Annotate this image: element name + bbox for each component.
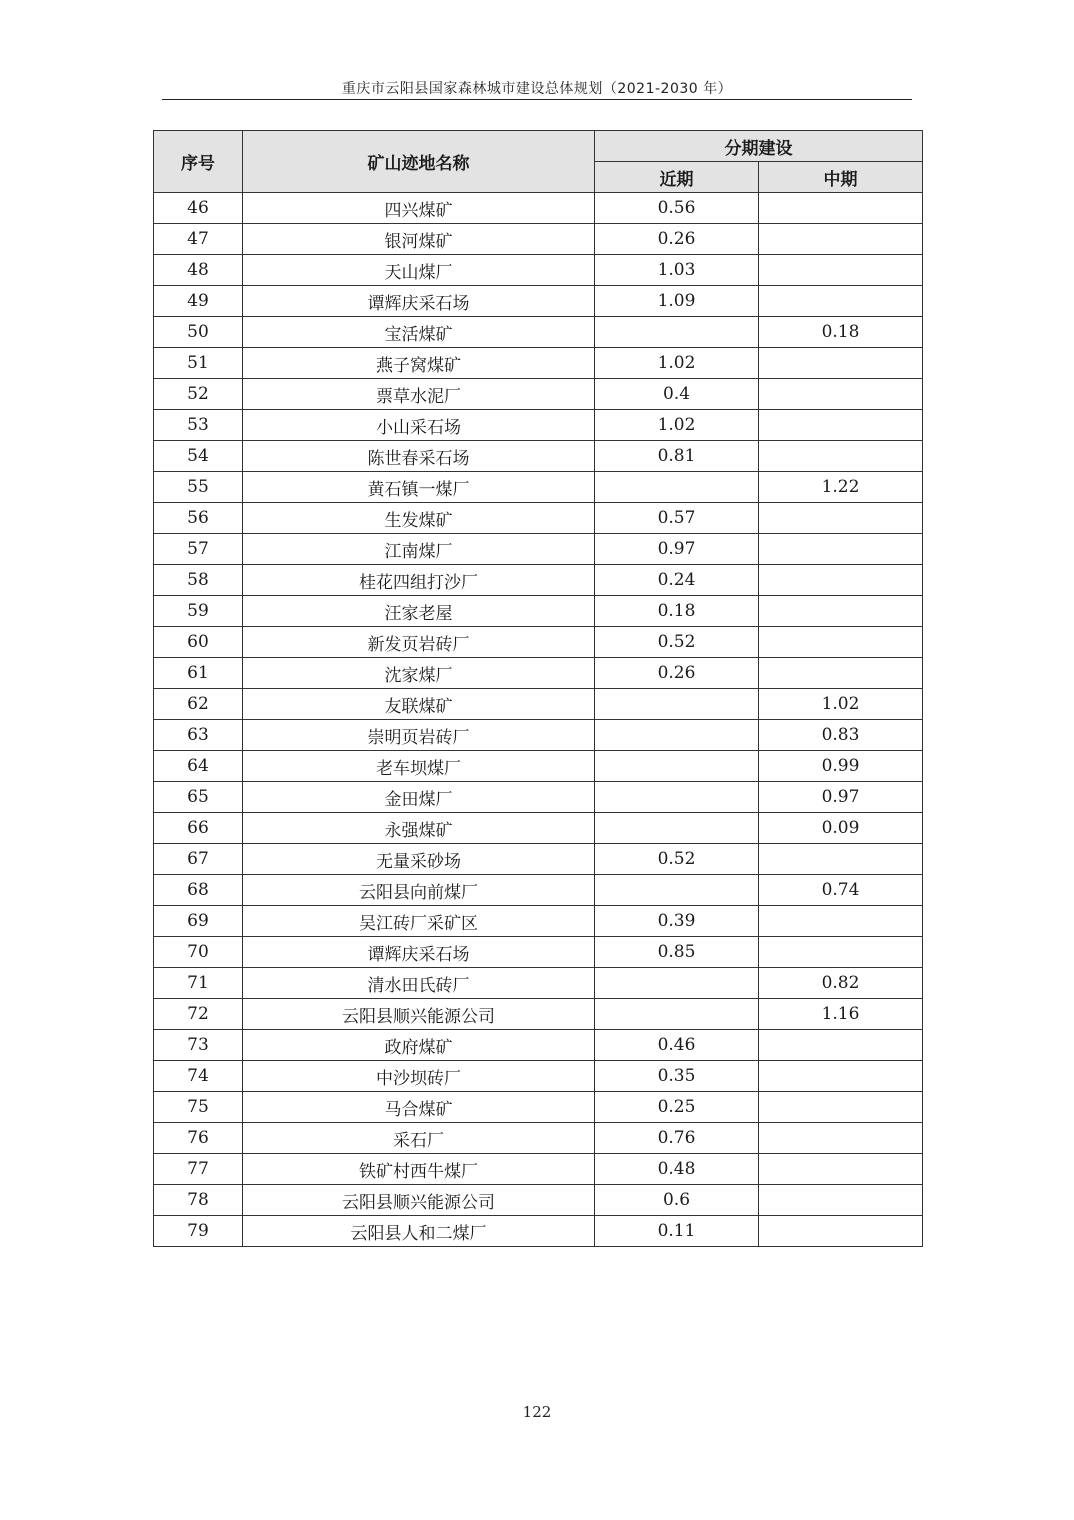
header-site-name: 矿山迹地名称 [243, 131, 595, 193]
cell-site-name: 金田煤厂 [243, 782, 595, 813]
cell-site-name: 云阳县顺兴能源公司 [243, 1185, 595, 1216]
cell-site-name: 云阳县人和二煤厂 [243, 1216, 595, 1247]
cell-site-name: 燕子窝煤矿 [243, 348, 595, 379]
cell-near-term: 0.52 [595, 627, 759, 658]
cell-serial-number: 64 [154, 751, 243, 782]
cell-mid-term [759, 658, 923, 689]
cell-serial-number: 75 [154, 1092, 243, 1123]
cell-site-name: 江南煤厂 [243, 534, 595, 565]
cell-site-name: 银河煤矿 [243, 224, 595, 255]
cell-site-name: 生发煤矿 [243, 503, 595, 534]
table-row [154, 441, 923, 472]
cell-mid-term [759, 1092, 923, 1123]
cell-serial-number: 49 [154, 286, 243, 317]
cell-serial-number: 46 [154, 193, 243, 224]
cell-near-term [595, 999, 759, 1030]
cell-near-term: 0.81 [595, 441, 759, 472]
cell-near-term: 0.39 [595, 906, 759, 937]
cell-site-name: 小山采石场 [243, 410, 595, 441]
cell-mid-term [759, 255, 923, 286]
cell-near-term: 0.26 [595, 224, 759, 255]
cell-site-name: 四兴煤矿 [243, 193, 595, 224]
cell-mid-term: 0.18 [759, 317, 923, 348]
cell-site-name: 票草水泥厂 [243, 379, 595, 410]
table-row [154, 813, 923, 844]
cell-near-term [595, 782, 759, 813]
cell-serial-number: 76 [154, 1123, 243, 1154]
cell-site-name: 汪家老屋 [243, 596, 595, 627]
cell-mid-term [759, 534, 923, 565]
table-row [154, 348, 923, 379]
cell-site-name: 永强煤矿 [243, 813, 595, 844]
cell-mid-term [759, 348, 923, 379]
cell-near-term: 1.03 [595, 255, 759, 286]
cell-mid-term: 0.82 [759, 968, 923, 999]
cell-site-name: 崇明页岩砖厂 [243, 720, 595, 751]
cell-near-term: 0.48 [595, 1154, 759, 1185]
table-row [154, 565, 923, 596]
cell-serial-number: 48 [154, 255, 243, 286]
cell-near-term: 0.52 [595, 844, 759, 875]
cell-near-term: 0.24 [595, 565, 759, 596]
cell-near-term: 0.35 [595, 1061, 759, 1092]
cell-mid-term [759, 937, 923, 968]
cell-site-name: 老车坝煤厂 [243, 751, 595, 782]
cell-near-term: 0.26 [595, 658, 759, 689]
cell-site-name: 马合煤矿 [243, 1092, 595, 1123]
cell-site-name: 谭辉庆采石场 [243, 286, 595, 317]
table-row [154, 844, 923, 875]
table-body [154, 193, 923, 1247]
cell-serial-number: 56 [154, 503, 243, 534]
cell-mid-term [759, 596, 923, 627]
table-row [154, 317, 923, 348]
cell-serial-number: 67 [154, 844, 243, 875]
cell-serial-number: 79 [154, 1216, 243, 1247]
cell-near-term [595, 875, 759, 906]
cell-near-term: 0.11 [595, 1216, 759, 1247]
cell-site-name: 桂花四组打沙厂 [243, 565, 595, 596]
cell-near-term: 0.76 [595, 1123, 759, 1154]
cell-site-name: 吴江砖厂采矿区 [243, 906, 595, 937]
cell-site-name: 黄石镇一煤厂 [243, 472, 595, 503]
cell-near-term: 0.97 [595, 534, 759, 565]
cell-serial-number: 72 [154, 999, 243, 1030]
cell-serial-number: 68 [154, 875, 243, 906]
cell-near-term: 0.4 [595, 379, 759, 410]
table-row [154, 1030, 923, 1061]
cell-mid-term [759, 844, 923, 875]
cell-mid-term [759, 1061, 923, 1092]
cell-mid-term [759, 1216, 923, 1247]
mine-site-table [153, 130, 923, 1247]
page-number: 122 [522, 1403, 552, 1421]
cell-mid-term [759, 193, 923, 224]
cell-mid-term [759, 906, 923, 937]
table-row [154, 1216, 923, 1247]
cell-near-term: 0.46 [595, 1030, 759, 1061]
cell-site-name: 清水田氏砖厂 [243, 968, 595, 999]
cell-serial-number: 51 [154, 348, 243, 379]
cell-near-term: 0.85 [595, 937, 759, 968]
cell-serial-number: 62 [154, 689, 243, 720]
table-row [154, 1061, 923, 1092]
cell-site-name: 天山煤厂 [243, 255, 595, 286]
cell-mid-term [759, 1030, 923, 1061]
cell-near-term: 0.18 [595, 596, 759, 627]
cell-site-name: 铁矿村西牛煤厂 [243, 1154, 595, 1185]
cell-mid-term [759, 410, 923, 441]
cell-mid-term [759, 224, 923, 255]
cell-serial-number: 50 [154, 317, 243, 348]
table-row [154, 658, 923, 689]
cell-near-term: 0.57 [595, 503, 759, 534]
table-header [154, 131, 923, 193]
cell-serial-number: 74 [154, 1061, 243, 1092]
cell-near-term: 0.6 [595, 1185, 759, 1216]
cell-serial-number: 54 [154, 441, 243, 472]
cell-serial-number: 61 [154, 658, 243, 689]
cell-serial-number: 63 [154, 720, 243, 751]
cell-serial-number: 78 [154, 1185, 243, 1216]
cell-site-name: 采石厂 [243, 1123, 595, 1154]
cell-near-term [595, 720, 759, 751]
cell-serial-number: 70 [154, 937, 243, 968]
cell-mid-term [759, 379, 923, 410]
cell-serial-number: 77 [154, 1154, 243, 1185]
table-row [154, 503, 923, 534]
table-row [154, 193, 923, 224]
table-row [154, 472, 923, 503]
cell-mid-term: 1.02 [759, 689, 923, 720]
cell-serial-number: 65 [154, 782, 243, 813]
cell-near-term: 1.02 [595, 348, 759, 379]
cell-serial-number: 53 [154, 410, 243, 441]
cell-site-name: 友联煤矿 [243, 689, 595, 720]
table-row [154, 410, 923, 441]
table-row [154, 596, 923, 627]
cell-site-name: 谭辉庆采石场 [243, 937, 595, 968]
table-row [154, 875, 923, 906]
cell-mid-term [759, 627, 923, 658]
table-row [154, 379, 923, 410]
cell-near-term: 0.25 [595, 1092, 759, 1123]
cell-site-name: 中沙坝砖厂 [243, 1061, 595, 1092]
cell-mid-term: 1.22 [759, 472, 923, 503]
cell-mid-term: 0.09 [759, 813, 923, 844]
header-divider [162, 99, 912, 100]
header-near-term: 近期 [595, 162, 759, 193]
cell-serial-number: 57 [154, 534, 243, 565]
table-row [154, 286, 923, 317]
cell-near-term [595, 751, 759, 782]
header-serial-number: 序号 [154, 131, 243, 193]
cell-serial-number: 59 [154, 596, 243, 627]
page-header-title: 重庆市云阳县国家森林城市建设总体规划（2021-2030 年） [341, 81, 733, 97]
table-row [154, 937, 923, 968]
cell-serial-number: 47 [154, 224, 243, 255]
cell-site-name: 新发页岩砖厂 [243, 627, 595, 658]
cell-site-name: 沈家煤厂 [243, 658, 595, 689]
cell-site-name: 陈世春采石场 [243, 441, 595, 472]
cell-serial-number: 60 [154, 627, 243, 658]
cell-mid-term: 0.83 [759, 720, 923, 751]
table-row [154, 968, 923, 999]
header-mid-term: 中期 [759, 162, 923, 193]
cell-near-term: 1.02 [595, 410, 759, 441]
cell-serial-number: 58 [154, 565, 243, 596]
cell-serial-number: 73 [154, 1030, 243, 1061]
cell-near-term: 0.56 [595, 193, 759, 224]
cell-mid-term [759, 503, 923, 534]
cell-near-term [595, 317, 759, 348]
table-row [154, 1154, 923, 1185]
cell-mid-term [759, 1123, 923, 1154]
cell-serial-number: 55 [154, 472, 243, 503]
table-row [154, 999, 923, 1030]
cell-site-name: 无量采砂场 [243, 844, 595, 875]
table-row [154, 782, 923, 813]
cell-near-term [595, 689, 759, 720]
cell-serial-number: 69 [154, 906, 243, 937]
cell-mid-term: 0.74 [759, 875, 923, 906]
cell-mid-term [759, 565, 923, 596]
table-row [154, 255, 923, 286]
cell-near-term: 1.09 [595, 286, 759, 317]
cell-near-term [595, 472, 759, 503]
header-phased-construction: 分期建设 [595, 131, 923, 162]
cell-near-term [595, 968, 759, 999]
cell-mid-term: 0.99 [759, 751, 923, 782]
table-row [154, 534, 923, 565]
table-row [154, 1185, 923, 1216]
table-row [154, 689, 923, 720]
table-row [154, 1092, 923, 1123]
table-row [154, 751, 923, 782]
cell-mid-term: 0.97 [759, 782, 923, 813]
cell-mid-term [759, 1185, 923, 1216]
table-row [154, 1123, 923, 1154]
table-row [154, 224, 923, 255]
table-row [154, 906, 923, 937]
cell-serial-number: 71 [154, 968, 243, 999]
table-row [154, 627, 923, 658]
cell-serial-number: 66 [154, 813, 243, 844]
cell-near-term [595, 813, 759, 844]
cell-site-name: 宝活煤矿 [243, 317, 595, 348]
cell-site-name: 云阳县向前煤厂 [243, 875, 595, 906]
table-row [154, 720, 923, 751]
cell-mid-term: 1.16 [759, 999, 923, 1030]
cell-mid-term [759, 1154, 923, 1185]
cell-site-name: 政府煤矿 [243, 1030, 595, 1061]
cell-site-name: 云阳县顺兴能源公司 [243, 999, 595, 1030]
cell-serial-number: 52 [154, 379, 243, 410]
cell-mid-term [759, 441, 923, 472]
cell-mid-term [759, 286, 923, 317]
